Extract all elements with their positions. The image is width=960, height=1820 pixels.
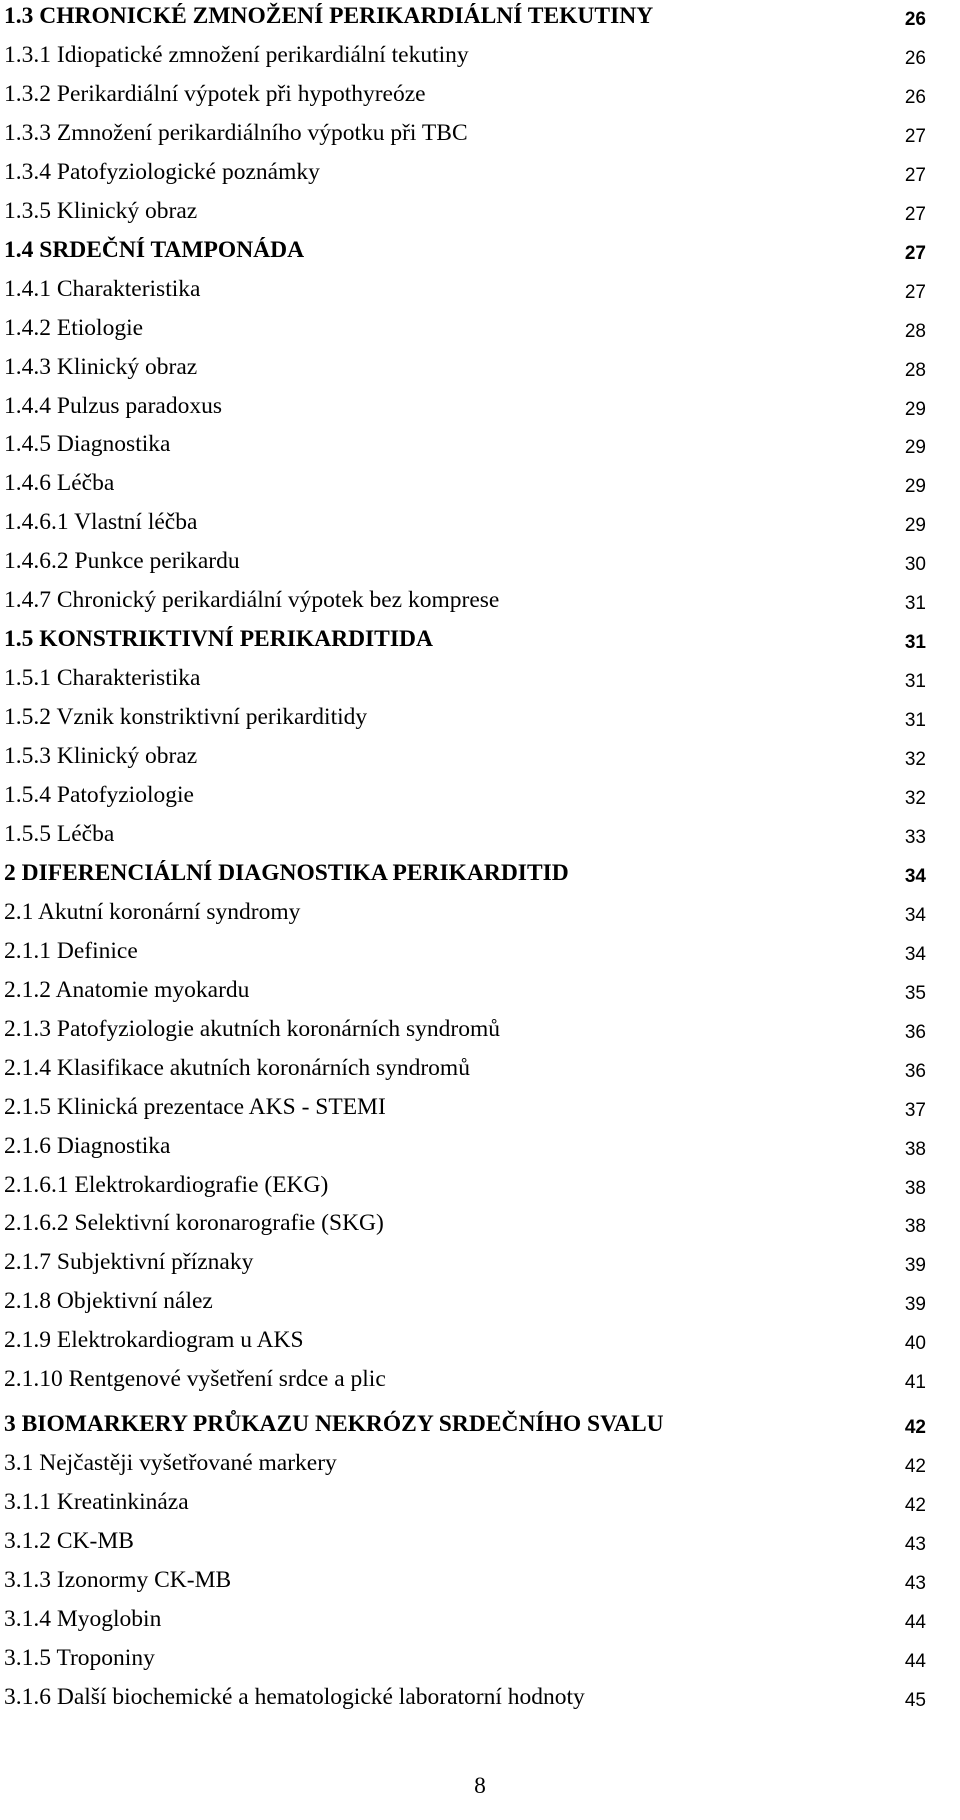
toc-entry-label: 3 BIOMARKERY PRŮKAZU NEKRÓZY SRDEČNÍHO SVALU (4, 1411, 664, 1438)
toc-entry-label: 2.1.6 Diagnostika (4, 1132, 171, 1159)
toc-entry-label: 1.4.6.2 Punkce perikardu (4, 548, 240, 575)
toc-entry-row (4, 1603, 926, 1635)
toc-entry-page-number: 42 (904, 1417, 926, 1439)
toc-entry-row (4, 78, 926, 110)
toc-entry-page-number: 39 (904, 1294, 926, 1316)
toc-entry-page-number: 36 (904, 1060, 926, 1082)
toc-entry-label: 3.1.2 CK-MB (4, 1528, 134, 1555)
toc-entry-row (4, 1207, 926, 1239)
toc-entry-page-number: 32 (904, 749, 926, 771)
toc-entry-row (4, 1642, 926, 1674)
toc-entry-label: 2.1 Akutní koronární syndromy (4, 898, 301, 925)
toc-entry-row (4, 701, 926, 733)
toc-entry-row (4, 974, 926, 1006)
toc-entry-row (4, 818, 926, 850)
toc-entry-label: 1.5.3 Klinický obraz (4, 743, 198, 770)
toc-entry-page-number: 35 (904, 982, 926, 1004)
toc-entry-row (4, 662, 926, 694)
toc-entry-row (4, 117, 926, 149)
toc-entry-row (4, 1013, 926, 1045)
toc-entry-label: 3.1.4 Myoglobin (4, 1605, 162, 1632)
toc-entry-row (4, 351, 926, 383)
toc-entry-label: 1.4.2 Etiologie (4, 314, 144, 341)
toc-entry-page-number: 38 (904, 1216, 926, 1238)
toc-entry-page-number: 31 (904, 710, 926, 732)
toc-entry-label: 2.1.2 Anatomie myokardu (4, 976, 250, 1003)
toc-entry-page-number: 31 (904, 632, 926, 654)
toc-entry-row (4, 1564, 926, 1596)
toc-entry-label: 1.4 SRDEČNÍ TAMPONÁDA (4, 236, 305, 263)
toc-entry-row (4, 390, 926, 422)
toc-entry-page-number: 28 (904, 320, 926, 342)
toc-entry-row (4, 1486, 926, 1518)
toc-entry-label: 3.1.5 Troponiny (4, 1644, 155, 1671)
toc-entry-page-number: 28 (904, 359, 926, 381)
toc-entry-page-number: 32 (904, 788, 926, 809)
toc-entry-page-number: 45 (904, 1689, 926, 1711)
toc-entry-row (4, 779, 926, 811)
toc-entry-label: 2.1.5 Klinická prezentace AKS - STEMI (4, 1093, 386, 1120)
toc-entry-page-number: 43 (904, 1573, 926, 1594)
toc-entry-label: 1.4.6 Léčba (4, 470, 115, 497)
toc-entry-row (4, 1246, 926, 1278)
toc-entry-label: 2.1.6.1 Elektrokardiografie (EKG) (4, 1171, 329, 1198)
toc-entry-label: 1.5.1 Charakteristika (4, 665, 201, 692)
toc-entry-page-number: 31 (904, 593, 926, 615)
toc-entry-row (4, 1169, 926, 1201)
toc-entry-label: 1.5.5 Léčba (4, 820, 115, 847)
toc-entry-label: 3.1.3 Izonormy CK-MB (4, 1567, 232, 1593)
toc-entry-label: 1.3.2 Perikardiální výpotek při hypothyreóze (4, 80, 426, 107)
toc-entry-page-number: 33 (904, 826, 926, 848)
toc-entry-page-number: 39 (904, 1255, 926, 1277)
toc-entry-page-number: 42 (904, 1495, 926, 1517)
toc-entry-row (4, 428, 926, 460)
toc-entry-page-number: 44 (904, 1611, 926, 1633)
toc-entry-label: 2.1.7 Subjektivní příznaky (4, 1249, 254, 1276)
toc-entry-page-number: 38 (904, 1177, 926, 1199)
toc-entry-label: 1.4.5 Diagnostika (4, 431, 171, 458)
toc-entry-label: 1.4.7 Chronický perikardiální výpotek bez komprese (4, 587, 500, 614)
toc-entry-label: 3.1 Nejčastěji vyšetřované markery (4, 1450, 337, 1477)
toc-entry-page-number: 27 (904, 164, 926, 186)
toc-entry-page-number: 26 (904, 47, 926, 69)
toc-entry-page-number: 29 (904, 437, 926, 459)
toc-entry-row (4, 1285, 926, 1317)
toc-entry-page-number: 30 (904, 554, 926, 576)
toc-entry-row (4, 1130, 926, 1162)
toc-entry-label: 1.3.1 Idiopatické zmnožení perikardiální tekutiny (4, 41, 469, 68)
toc-entry-page-number: 27 (904, 281, 926, 303)
toc-entry-row (4, 506, 926, 538)
toc-entry-row (4, 1324, 926, 1356)
toc-entry-row (4, 467, 926, 499)
toc-entry-row (4, 39, 926, 71)
toc-entry-label: 1.4.6.1 Vlastní léčba (4, 509, 198, 536)
toc-heading-row (4, 0, 926, 32)
toc-entry-label: 2.1.8 Objektivní nález (4, 1288, 213, 1315)
toc-entry-page-number: 27 (904, 203, 926, 225)
toc-entry-page-number: 27 (904, 125, 926, 147)
toc-entry-label: 1.5.2 Vznik konstriktivní perikarditidy (4, 704, 368, 731)
toc-entry-page-number: 29 (904, 476, 926, 498)
toc-entry-page-number: 29 (904, 515, 926, 537)
toc-heading-row (4, 857, 926, 889)
toc-entry-row (4, 1363, 926, 1395)
toc-entry-row (4, 273, 926, 305)
toc-entry-label: 1.5.4 Patofyziologie (4, 782, 194, 808)
toc-entry-label: 1.3.4 Patofyziologické poznámky (4, 158, 320, 185)
toc-entry-row (4, 1681, 926, 1713)
toc-heading-row (4, 623, 926, 655)
toc-heading-row (4, 234, 926, 266)
toc-entry-page-number: 34 (904, 865, 926, 887)
toc-entry-row (4, 740, 926, 772)
toc-entry-row (4, 195, 926, 227)
toc-entry-label: 1.4.1 Charakteristika (4, 275, 201, 302)
toc-entry-label: 1.4.3 Klinický obraz (4, 353, 198, 380)
toc-entry-page-number: 34 (904, 943, 926, 965)
toc-entry-label: 2.1.10 Rentgenové vyšetření srdce a plic (4, 1366, 386, 1393)
toc-entry-label: 1.5 KONSTRIKTIVNÍ PERIKARDITIDA (4, 626, 433, 653)
toc-heading-row (4, 1408, 926, 1440)
toc-entry-row (4, 1447, 926, 1479)
toc-entry-page-number: 38 (904, 1138, 926, 1160)
toc-entry-label: 2.1.1 Definice (4, 937, 138, 964)
toc-entry-label: 1.4.4 Pulzus paradoxus (4, 392, 223, 419)
toc-entry-label: 2.1.9 Elektrokardiogram u AKS (4, 1327, 304, 1354)
toc-entry-page-number: 36 (904, 1021, 926, 1043)
toc-entry-page-number: 40 (904, 1333, 926, 1355)
toc-entry-row (4, 156, 926, 188)
toc-entry-label: 3.1.1 Kreatinkináza (4, 1489, 189, 1516)
toc-entry-page-number: 29 (904, 398, 926, 420)
toc-entry-label: 2.1.6.2 Selektivní koronarografie (SKG) (4, 1210, 384, 1237)
toc-entry-page-number: 37 (904, 1099, 926, 1121)
toc-entry-label: 1.3 CHRONICKÉ ZMNOŽENÍ PERIKARDIÁLNÍ TEKUTINY (4, 3, 654, 29)
toc-entry-row (4, 1052, 926, 1084)
toc-entry-label: 2 DIFERENCIÁLNÍ DIAGNOSTIKA PERIKARDITID (4, 859, 569, 886)
toc-entry-page-number: 26 (904, 86, 926, 108)
toc-entry-label: 2.1.4 Klasifikace akutních koronárních syndromů (4, 1054, 470, 1081)
toc-entry-row (4, 545, 926, 577)
toc-entry-row (4, 935, 926, 967)
toc-entry-row (4, 896, 926, 928)
toc-entry-page-number: 26 (904, 9, 926, 30)
toc-entry-page-number: 34 (904, 904, 926, 926)
toc-entry-label: 3.1.6 Další biochemické a hematologické laboratorní hodnoty (4, 1683, 585, 1710)
toc-entry-row (4, 312, 926, 344)
toc-entry-label: 2.1.3 Patofyziologie akutních koronárních syndromů (4, 1015, 501, 1042)
toc-entry-label: 1.3.3 Zmnožení perikardiálního výpotku při TBC (4, 119, 468, 146)
toc-entry-row (4, 1091, 926, 1123)
toc-entry-row (4, 584, 926, 616)
toc-entry-label: 1.3.5 Klinický obraz (4, 197, 198, 224)
toc-entry-page-number: 31 (904, 671, 926, 693)
toc-entry-page-number: 43 (904, 1534, 926, 1556)
toc-entry-page-number: 44 (904, 1650, 926, 1672)
footer-page-number: 8 (474, 1773, 486, 1799)
toc-entry-page-number: 41 (904, 1372, 926, 1394)
toc-entry-page-number: 27 (904, 242, 926, 264)
toc-entry-row (4, 1525, 926, 1557)
toc-entry-page-number: 42 (904, 1456, 926, 1478)
